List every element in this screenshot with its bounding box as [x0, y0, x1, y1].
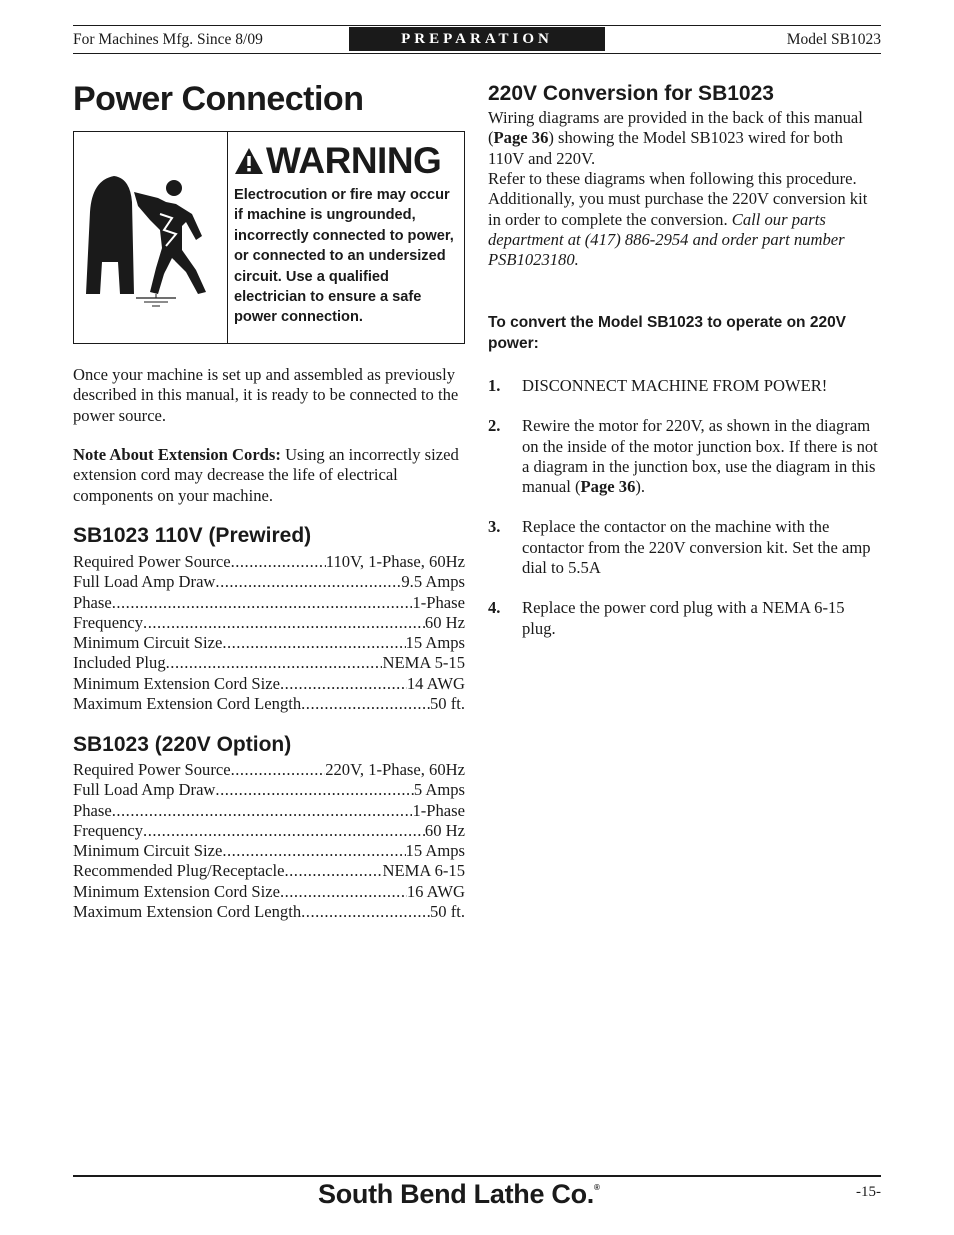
step-item [488, 416, 880, 497]
warning-triangle-icon [234, 146, 264, 176]
dot-leader [222, 633, 405, 653]
spec-label: Recommended Plug/Receptacle [73, 861, 285, 881]
dot-leader [215, 572, 401, 592]
conversion-paragraph-2 [488, 169, 880, 270]
spec-row [73, 821, 465, 841]
spec-value: 220V, 1-Phase, 60Hz [325, 760, 465, 779]
dot-leader [166, 653, 383, 673]
warning-box [73, 131, 465, 344]
header-model: Model SB1023 [786, 31, 881, 48]
parts-order-note: Call our parts department at (417) 886-2954 and order part number PSB1023180. [488, 209, 845, 270]
conversion-p1-text-end: ) showing the Model SB1023 wired for both 110V and 220V. [488, 128, 843, 168]
spec-row [73, 674, 465, 694]
spec-row [73, 694, 465, 714]
dot-leader [301, 902, 430, 922]
conversion-p1-text: Wiring diagrams are provided in the back of this manual ( [488, 108, 863, 148]
electrocution-hazard-icon [74, 132, 228, 343]
spec-value: NEMA 5-15 [382, 653, 465, 673]
spec-row [73, 902, 465, 922]
conversion-subhead: To convert the Model SB1023 to operate on 220V power: [488, 314, 847, 352]
spec-label: Maximum Extension Cord Length [73, 694, 302, 714]
spec-row [73, 841, 465, 861]
dot-leader [143, 613, 425, 633]
warning-heading [234, 140, 462, 182]
extension-cord-note-label: Note About Extension Cords: [73, 445, 281, 464]
step-text: Replace the contactor on the machine with the contactor from the 220V conversion kit. Set the amp dial to 5.5A [522, 517, 871, 578]
step-number: 3. [488, 517, 501, 537]
warning-text: Electrocution or fire may occur if machine is ungrounded, incorrectly connected to power, or connected to an undersized circuit. Use a qualified electrician to ensure a safe power connection. [234, 187, 454, 326]
header-bottom-rule [73, 53, 881, 54]
spec-value: 1-Phase [412, 592, 465, 612]
conversion-steps [488, 376, 880, 639]
company-name: South Bend Lathe Co. [318, 1179, 594, 1209]
spec-row [73, 861, 465, 881]
spec-label: Minimum Extension Cord Size [73, 881, 280, 901]
spec-label: Frequency [73, 612, 144, 632]
spec-220-table [73, 760, 465, 922]
step-text: Replace the power cord plug with a NEMA 6-15 plug. [522, 598, 845, 638]
header-top-rule [73, 25, 881, 26]
spec-row [73, 882, 465, 902]
dot-leader [112, 593, 413, 613]
conversion-p2-text: Refer to these diagrams when following this procedure. Additionally, you must purchase the 220V conversion kit in order to complete the conversion. [488, 169, 868, 229]
spec-row [73, 633, 465, 653]
spec-value: 60 Hz [424, 820, 465, 840]
company-logo [318, 1179, 600, 1210]
spec-label: Minimum Extension Cord Size [73, 673, 280, 693]
step-text [522, 416, 880, 497]
conversion-paragraph-1 [488, 108, 880, 169]
page-title: Power Connection [73, 80, 364, 118]
spec-row [73, 780, 465, 800]
step-text-part: Rewire the motor for 220V, as shown in the diagram on the inside of the motor junction box. If there is not a diagram in the junction box, use the diagram in this manual ( [522, 416, 878, 497]
step-number: 4. [488, 598, 501, 618]
spec-row [73, 801, 465, 821]
page-number: -15- [856, 1184, 881, 1200]
spec-value: 1-Phase [412, 800, 465, 820]
spec-label: Maximum Extension Cord Length [73, 902, 302, 922]
conversion-page-ref: Page 36 [493, 128, 549, 148]
header-section-label: PREPARATION [349, 27, 605, 51]
step-item [488, 517, 880, 578]
spec-row [73, 760, 465, 780]
dot-leader [143, 821, 425, 841]
conversion-title: 220V Conversion for SB1023 [488, 82, 774, 105]
dot-leader [280, 882, 407, 902]
dot-leader [222, 841, 405, 861]
warning-heading-label: WARNING [266, 140, 442, 181]
footer-rule [73, 1175, 881, 1177]
spec-value: 9.5 Amps [401, 572, 465, 592]
spec-value: 14 AWG [406, 673, 465, 693]
spec-value: 15 Amps [405, 633, 465, 653]
spec-label: Full Load Amp Draw [73, 780, 216, 800]
spec-label: Phase [73, 800, 112, 820]
step-item [488, 376, 880, 396]
page-header [73, 25, 881, 55]
dot-leader [112, 801, 413, 821]
spec-220-title: SB1023 (220V Option) [73, 733, 292, 756]
spec-label: Frequency [73, 820, 144, 840]
header-machines-note: For Machines Mfg. Since 8/09 [73, 31, 263, 48]
spec-110-title: SB1023 110V (Prewired) [73, 524, 312, 547]
spec-value: 15 Amps [405, 841, 465, 861]
registered-mark: ® [593, 1183, 600, 1192]
spec-value: 60 Hz [424, 612, 465, 632]
step-item [488, 598, 880, 639]
spec-row [73, 613, 465, 633]
spec-label: Full Load Amp Draw [73, 572, 216, 592]
dot-leader [301, 694, 430, 714]
dot-leader [215, 780, 413, 800]
spec-label: Minimum Circuit Size [73, 633, 223, 653]
dot-leader [280, 674, 407, 694]
extension-cord-note [73, 445, 468, 506]
spec-label: Minimum Circuit Size [73, 841, 223, 861]
spec-row [73, 593, 465, 613]
spec-value: NEMA 6-15 [382, 861, 465, 881]
spec-row [73, 653, 465, 673]
step-number: 1. [488, 376, 501, 395]
spec-value: 110V, 1-Phase, 60Hz [325, 552, 465, 571]
intro-paragraph: Once your machine is set up and assembled as previously described in this manual, it is ready to be connected to the power source. [73, 365, 459, 425]
spec-110-table [73, 552, 465, 714]
spec-value: 16 AWG [406, 881, 465, 901]
electrocution-figure-icon [74, 132, 227, 343]
dot-leader [285, 861, 383, 881]
step-text: DISCONNECT MACHINE FROM POWER! [522, 376, 828, 395]
step-page-ref: Page 36 [580, 477, 636, 497]
spec-label: Phase [73, 592, 112, 612]
spec-value: 5 Amps [413, 780, 465, 800]
spec-label: Included Plug [73, 653, 166, 673]
dot-leader [231, 552, 326, 572]
spec-label: Required Power Source [73, 760, 231, 779]
spec-label: Required Power Source [73, 552, 231, 571]
spec-row [73, 552, 465, 572]
extension-cord-note-text: Using an incorrectly sized extension cord may decrease the life of electrical components on your machine. [73, 445, 459, 505]
spec-value: 50 ft. [429, 902, 465, 922]
spec-row [73, 572, 465, 592]
step-number: 2. [488, 416, 501, 436]
warning-content [234, 140, 462, 328]
dot-leader [231, 760, 326, 780]
spec-value: 50 ft. [429, 694, 465, 714]
step-text-part: ). [635, 477, 646, 497]
